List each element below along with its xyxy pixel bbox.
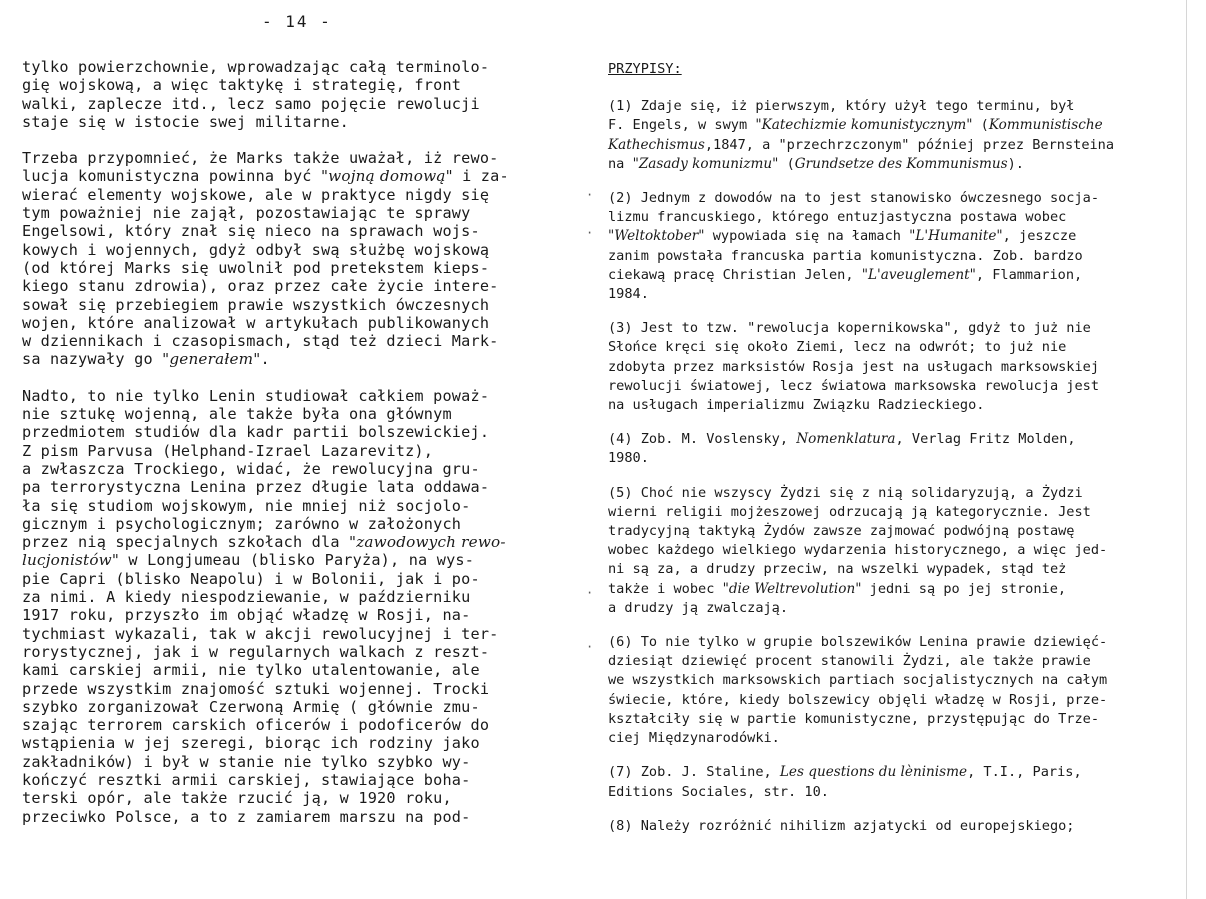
text-segment: terski opór, ale także rzucić ją, w 1920 roku, xyxy=(22,789,452,808)
text-line xyxy=(22,698,570,716)
italic-title: "zawodowych rewo- xyxy=(349,533,506,552)
text-line xyxy=(608,116,1168,135)
footnotes-heading: PRZYPISY: xyxy=(608,61,682,77)
text-segment: , jeszcze xyxy=(1002,228,1077,245)
text-line xyxy=(22,405,570,423)
italic-title: "L'aveuglement" xyxy=(861,266,976,283)
italic-title: "Zasady komunizmu" xyxy=(632,155,779,172)
text-line xyxy=(22,149,570,167)
text-line xyxy=(22,753,570,771)
text-line xyxy=(22,661,570,679)
text-segment: w dziennikach i czasopismach, stąd też dzieci Mark- xyxy=(22,332,499,351)
text-line xyxy=(22,680,570,698)
text-line xyxy=(608,691,1168,710)
text-segment: Trzeba przypomnieć, że Marks także uważał, iż rewo- xyxy=(22,149,499,168)
text-line xyxy=(608,97,1168,116)
text-line xyxy=(22,113,570,131)
text-segment: (3) Jest to tzw. "rewolucja kopernikowska", gdyż to już nie xyxy=(608,320,1091,337)
text-segment: ( xyxy=(778,155,795,172)
text-line xyxy=(22,734,570,752)
margin-mark: · xyxy=(586,640,594,654)
text-line xyxy=(22,716,570,734)
text-line xyxy=(608,155,1168,174)
text-line xyxy=(608,189,1168,208)
text-line xyxy=(608,266,1168,285)
text-segment: rewolucji światowej, lecz światowa marksowska rewolucja jest xyxy=(608,377,1100,394)
text-segment: przedmiotem studiów dla kadr partii bolszewickiej. xyxy=(22,423,490,442)
italic-title: "L'Humanite" xyxy=(909,228,1003,245)
text-segment: wierać elementy wojskowe, ale w praktyce nigdy się xyxy=(22,185,490,204)
text-segment: ciekawą pracę Christian Jelen, xyxy=(608,266,862,283)
text-segment: Z pism Parvusa (Helphand-Izrael Lazarevitz), xyxy=(22,441,434,460)
text-segment: jedni są po jej stronie, xyxy=(861,580,1067,597)
text-segment: w Longjumeau (blisko Paryża), na wys- xyxy=(119,551,475,570)
text-line xyxy=(22,588,570,606)
text-segment: gię wojskową, a więc taktykę i strategię, front xyxy=(22,76,462,95)
text-line xyxy=(22,387,570,405)
text-line xyxy=(608,227,1168,246)
text-line xyxy=(22,606,570,624)
page-edge-divider xyxy=(1186,0,1187,899)
text-line xyxy=(22,222,570,240)
text-line xyxy=(608,633,1168,652)
text-line xyxy=(22,350,570,368)
text-line xyxy=(608,396,1168,415)
italic-title: Les questions du lèninisme xyxy=(779,764,968,781)
text-segment: Słońce kręci się około Ziemi, lecz na odwrót; to już nie xyxy=(608,339,1067,356)
text-segment: rorystycznej, jak i w regularnych walkach z reszt- xyxy=(22,642,490,661)
margin-mark: · xyxy=(586,586,594,600)
text-segment: pie Capri (blisko Neapolu) i w Bolonii, jak i po- xyxy=(22,569,480,588)
footnote xyxy=(608,189,1168,304)
text-line xyxy=(608,319,1168,338)
text-line xyxy=(608,599,1168,618)
text-segment: a zwłaszcza Trockiego, widać, że rewolucyjna gru- xyxy=(22,459,480,478)
text-line xyxy=(22,460,570,478)
text-segment: Nadto, to nie tylko Lenin studiował całkiem poważ- xyxy=(22,386,490,405)
text-segment: kowych i wojennych, gdyż odbył swą służbę wojskową xyxy=(22,240,490,259)
text-segment: szybko zorganizował Czerwoną Armię ( głównie zmu- xyxy=(22,697,480,716)
text-line xyxy=(608,729,1168,748)
text-line xyxy=(608,522,1168,541)
text-line xyxy=(22,442,570,460)
text-segment: przeciwko Polsce, a to z zamiarem marszu na pod- xyxy=(22,807,471,826)
text-segment: a drudzy ją zwalczają. xyxy=(608,599,789,616)
text-segment: także i wobec xyxy=(608,580,723,597)
text-segment: za nimi. A kiedy niespodziewanie, w październiku xyxy=(22,588,471,607)
text-segment: ni są za, a drudzy przeciw, na wszelki wypadek, stąd też xyxy=(608,561,1067,578)
italic-title: "Katechizmie komunistycznym" xyxy=(755,117,973,134)
text-segment: świecie, które, kiedy bolszewicy objęli władzę w Rosji, prze- xyxy=(608,691,1108,708)
text-segment: sa nazywały go xyxy=(22,350,163,369)
paragraph xyxy=(22,387,570,826)
text-line xyxy=(608,652,1168,671)
text-segment: (6) To nie tylko w grupie bolszewików Lenina prawie dziewięć- xyxy=(608,634,1108,651)
italic-title: "die Weltrevolution" xyxy=(722,580,862,597)
text-segment: przez nią specjalnych szkołach dla xyxy=(22,533,350,552)
text-line xyxy=(22,186,570,204)
text-line xyxy=(22,789,570,807)
text-line xyxy=(22,570,570,588)
italic-title: Nomenklatura xyxy=(796,431,896,448)
text-line xyxy=(22,771,570,789)
text-segment: kończyć resztki armii carskiej, stawiające boha- xyxy=(22,770,471,789)
text-line xyxy=(608,580,1168,599)
text-segment: tradycyjną taktyką Żydów zawsze zajmować podwójną postawę xyxy=(608,523,1075,540)
text-line xyxy=(22,95,570,113)
text-segment: 1917 roku, przyszło im objąć władzę w Rosji, na- xyxy=(22,606,471,625)
text-line xyxy=(22,643,570,661)
footnote xyxy=(608,484,1168,618)
text-segment: kształciły się w partie komunistyczne, przystępując do Trze- xyxy=(608,710,1100,727)
text-segment: Editions Sociales, str. 10. xyxy=(608,783,829,800)
footnote xyxy=(608,817,1168,836)
text-line xyxy=(22,259,570,277)
text-segment: zdobyta przez marksistów Rosja jest na usługach marksowskiej xyxy=(608,358,1100,375)
text-segment: tym poważniej nie zajął, pozostawiając te sprawy xyxy=(22,204,471,223)
text-line xyxy=(608,817,1168,836)
text-segment: (2) Jednym z dowodów na to jest stanowisko ówczesnego socja- xyxy=(608,190,1100,207)
text-segment: zanim powstała francuska partia komunistyczna. Zob. bardzo xyxy=(608,247,1083,264)
text-line xyxy=(608,541,1168,560)
italic-title: Kommunistische xyxy=(988,117,1103,134)
footnote xyxy=(608,97,1168,174)
paragraph xyxy=(22,58,570,131)
text-line xyxy=(22,515,570,533)
text-line xyxy=(608,710,1168,729)
text-segment: (5) Choć nie wszyscy Żydzi się z nią solidaryzują, a Żydzi xyxy=(608,484,1083,501)
footnote xyxy=(608,430,1168,468)
text-line xyxy=(22,241,570,259)
text-line xyxy=(608,560,1168,579)
text-segment: dziesiąt dziewięć procent stanowili Żydzi, ale także prawie xyxy=(608,653,1091,670)
text-line xyxy=(22,625,570,643)
text-segment: F. Engels, w swym xyxy=(608,117,756,134)
text-segment: (8) Należy rozróżnić nihilizm azjatycki od europejskiego; xyxy=(608,817,1075,834)
text-line xyxy=(608,285,1168,304)
italic-title: Grundsetze des Kommunismus xyxy=(794,155,1008,172)
text-line xyxy=(22,314,570,332)
text-segment: ). xyxy=(1007,155,1024,172)
text-segment: kami carskiej armii, nie tylko utalentowanie, ale xyxy=(22,661,480,680)
footnote xyxy=(608,633,1168,748)
text-segment: na xyxy=(608,155,633,172)
text-line xyxy=(22,423,570,441)
text-line xyxy=(608,430,1168,449)
italic-title: lucjonistów" xyxy=(22,551,120,570)
margin-mark: · xyxy=(586,188,594,202)
text-line xyxy=(608,208,1168,227)
text-segment: (7) Zob. J. Staline, xyxy=(608,764,780,781)
text-line xyxy=(608,136,1168,155)
text-line xyxy=(608,338,1168,357)
text-segment: . xyxy=(260,350,270,369)
italic-title: "generałem" xyxy=(162,350,261,369)
text-segment: lucja komunistyczna powinna być xyxy=(22,167,321,186)
text-line xyxy=(608,783,1168,802)
text-line xyxy=(22,332,570,350)
text-segment: wstąpienia w jej szeregi, biorąc ich rodziny jako xyxy=(22,734,480,753)
text-line xyxy=(608,449,1168,468)
page-number: - 14 - xyxy=(262,12,332,31)
text-segment: ciej Międzynarodówki. xyxy=(608,730,780,747)
text-segment: 1980. xyxy=(608,450,649,467)
text-segment: pa terrorystyczna Lenina przez długie lata oddawa- xyxy=(22,478,490,497)
text-segment: wierni religii mojżeszowej odrzucają ją kategorycznie. Jest xyxy=(608,503,1091,520)
text-segment: i za- xyxy=(452,167,509,186)
paragraph xyxy=(22,149,570,369)
text-segment: zakładników) i był w stanie nie tylko szybko wy- xyxy=(22,752,471,771)
text-line xyxy=(22,551,570,569)
text-segment: gicznym i psychologicznym; zarówno w założonych xyxy=(22,514,462,533)
text-segment: , T.I., Paris, xyxy=(967,764,1082,781)
text-line xyxy=(608,484,1168,503)
text-line xyxy=(608,763,1168,782)
text-line xyxy=(608,503,1168,522)
italic-title: "Weltoktober" xyxy=(608,228,705,245)
text-segment: nie sztukę wojenną, ale także była ona głównym xyxy=(22,405,452,424)
text-segment: wobec każdego wielkiego wydarzenia historycznego, a więc jed- xyxy=(608,542,1108,559)
text-segment: ła się studiom wojskowym, nie mniej niż socjolo- xyxy=(22,496,471,515)
text-segment: tylko powierzchownie, wprowadzając całą terminolo- xyxy=(22,58,490,76)
text-segment: wojen, które analizował w artykułach publikowanych xyxy=(22,313,490,332)
text-segment: ,1847, a "przechrzczonym" później przez Bernsteina xyxy=(704,136,1115,153)
text-segment: kiego stanu zdrowia), oraz przez całe życie intere- xyxy=(22,277,499,296)
text-line xyxy=(608,671,1168,690)
text-line xyxy=(22,58,570,76)
text-segment: wypowiada się na łamach xyxy=(704,228,910,245)
italic-title: "wojną domową" xyxy=(321,167,453,186)
text-line xyxy=(22,167,570,185)
text-line xyxy=(608,358,1168,377)
margin-mark: · xyxy=(586,226,594,240)
text-segment: walki, zaplecze itd., lecz samo pojęcie rewolucji xyxy=(22,94,480,113)
text-line xyxy=(22,478,570,496)
text-line xyxy=(608,377,1168,396)
text-line xyxy=(22,533,570,551)
italic-title: Kathechismus xyxy=(608,136,705,153)
main-text-column xyxy=(22,58,570,844)
footnotes-column xyxy=(608,60,1168,851)
text-segment: , Flammarion, xyxy=(975,266,1083,283)
text-segment: staje się w istocie swej militarne. xyxy=(22,112,350,131)
text-segment: tychmiast wykazali, tak w akcji rewolucyjnej i ter- xyxy=(22,624,499,643)
text-line xyxy=(22,277,570,295)
text-segment: Engelsowi, który znał się nieco na sprawach wojs- xyxy=(22,222,480,241)
text-segment: sował się przebiegiem prawie wszystkich ówczesnych xyxy=(22,295,490,314)
text-line xyxy=(22,497,570,515)
text-segment: 1984. xyxy=(608,286,649,303)
text-segment: ( xyxy=(972,117,989,134)
text-segment: lizmu francuskiego, którego entuzjastyczna postawa wobec xyxy=(608,209,1067,226)
text-line xyxy=(22,76,570,94)
text-line xyxy=(608,247,1168,266)
text-segment: (od której Marks się uwolnił pod pretekstem kieps- xyxy=(22,258,490,277)
text-segment: (1) Zdaje się, iż pierwszym, który użył tego terminu, był xyxy=(608,98,1075,115)
text-segment: na usługach imperializmu Związku Radzieckiego. xyxy=(608,397,985,414)
footnote xyxy=(608,319,1168,415)
text-line xyxy=(22,204,570,222)
text-segment: przede wszystkim znajomość sztuki wojennej. Trocki xyxy=(22,679,490,698)
text-segment: we wszystkich marksowskich partiach socjalistycznych na całym xyxy=(608,672,1108,689)
text-segment: , Verlag Fritz Molden, xyxy=(895,431,1076,448)
footnotes-list xyxy=(608,97,1168,836)
text-line xyxy=(22,296,570,314)
footnote xyxy=(608,763,1168,801)
text-segment: szając terrorem carskich oficerów i podoficerów do xyxy=(22,716,490,735)
text-segment: (4) Zob. M. Voslensky, xyxy=(608,431,797,448)
text-line xyxy=(22,808,570,826)
